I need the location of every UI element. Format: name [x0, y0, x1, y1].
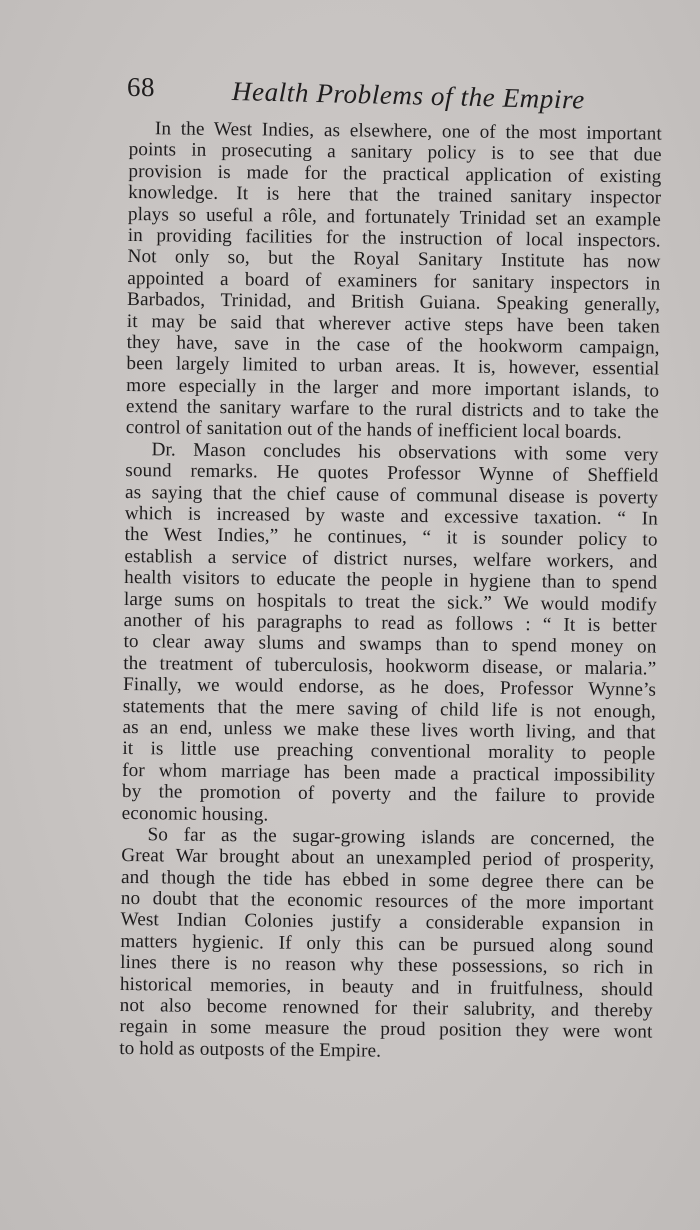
text-line: matters hygienic. If only this can be pursued along sound [120, 930, 654, 958]
text-line: the West Indies,” he continues, “ it is sounder policy to [124, 524, 658, 551]
text-line: historical memories, in beauty and in fruitfulness, should [119, 973, 654, 1001]
text-line: it is little use preaching conventional morality to people [122, 738, 656, 765]
text-line: not also become renowned for their salubrity, and thereby [119, 994, 653, 1022]
text-line: extend the sanitary warfare to the rural districts and to take the [125, 396, 660, 423]
text-line: sound remarks. He quotes Professor Wynne of Sheffield [125, 460, 659, 487]
paragraph [126, 118, 662, 444]
text-line: to clear away slums and swamps than to spend money on [123, 631, 657, 658]
text-line: Great War brought about an unexampled period of prosperity, [121, 845, 655, 872]
text-line: more especially in the larger and more important islands, to [126, 374, 660, 402]
text-line: appointed a board of examiners for sanitary inspectors in [127, 267, 661, 295]
text-line: and though the tide has ebbed in some degree there can be [120, 866, 655, 894]
paragraph [119, 824, 654, 1065]
text-line: In the West Indies, as elsewhere, one of the most important [154, 118, 662, 145]
text-line: West Indian Colonies justify a considerable expansion in [120, 909, 654, 936]
text-line: by the promotion of poverty and the failure to provide [121, 781, 656, 808]
text-line: in providing facilities for the instruction of local inspectors. [127, 224, 661, 252]
text-line: Dr. Mason concludes his observations with some very [151, 439, 659, 466]
text-line: regain in some measure the proud position they were wont [119, 1016, 653, 1043]
text-line: provision is made for the practical application of existing [128, 160, 662, 188]
text-line: Barbados, Trinidad, and British Guiana. Speaking generally, [126, 289, 661, 316]
body-text [119, 118, 662, 1065]
text-line: the treatment of tuberculosis, hookworm disease, or malaria.” [123, 652, 657, 680]
text-line: statements that the mere saving of child life is not enough, [122, 695, 656, 723]
text-line: Not only so, but the Royal Sanitary Institute has now [127, 246, 661, 273]
paragraph [122, 439, 659, 830]
text-line: another of his paragraphs to read as follows : “ It is better [123, 609, 657, 637]
text-line: as saying that the chief cause of communal disease is poverty [124, 481, 659, 509]
text-line: been largely limited to urban areas. It is, however, essential [126, 353, 660, 380]
text-line: health visitors to educate the people in hygiene than to spend [124, 567, 658, 594]
text-line: which is increased by waste and excessive taxation. “ In [124, 503, 658, 530]
text-line: lines there is no reason why these possessions, so rich in [120, 952, 654, 979]
text-line: it may be said that wherever active steps have been taken [126, 310, 660, 338]
text-line: they have, save in the case of the hookworm campaign, [126, 331, 660, 359]
text-line: knowledge. It is here that the trained sanitary inspector [128, 182, 662, 209]
text-line: plays so useful a rôle, and fortunately Trinidad set an example [127, 203, 662, 231]
page-number: 68 [127, 72, 155, 102]
text-line: economic housing. [121, 802, 269, 825]
text-line: to hold as outposts of the Empire. [119, 1037, 382, 1062]
text-line: establish a service of district nurses, welfare workers, and [124, 545, 658, 573]
text-line: large sums on hospitals to treat the sick.” We would modify [123, 588, 658, 616]
text-line: no doubt that the economic resources of the more important [120, 888, 654, 915]
text-line: as an end, unless we make these lives worth living, and that [122, 716, 656, 744]
text-line: for whom marriage has been made a practical impossibility [122, 759, 656, 787]
running-title: Health Problems of the Empire [231, 76, 586, 115]
text-line: points in prosecuting a sanitary policy is to see that due [128, 139, 662, 166]
text-line: control of sanitation out of the hands of inefficient local boards. [125, 417, 622, 444]
text-line: So far as the sugar-growing islands are concerned, the [147, 824, 655, 851]
text-line: Finally, we would endorse, as he does, Professor Wynne’s [122, 674, 657, 701]
